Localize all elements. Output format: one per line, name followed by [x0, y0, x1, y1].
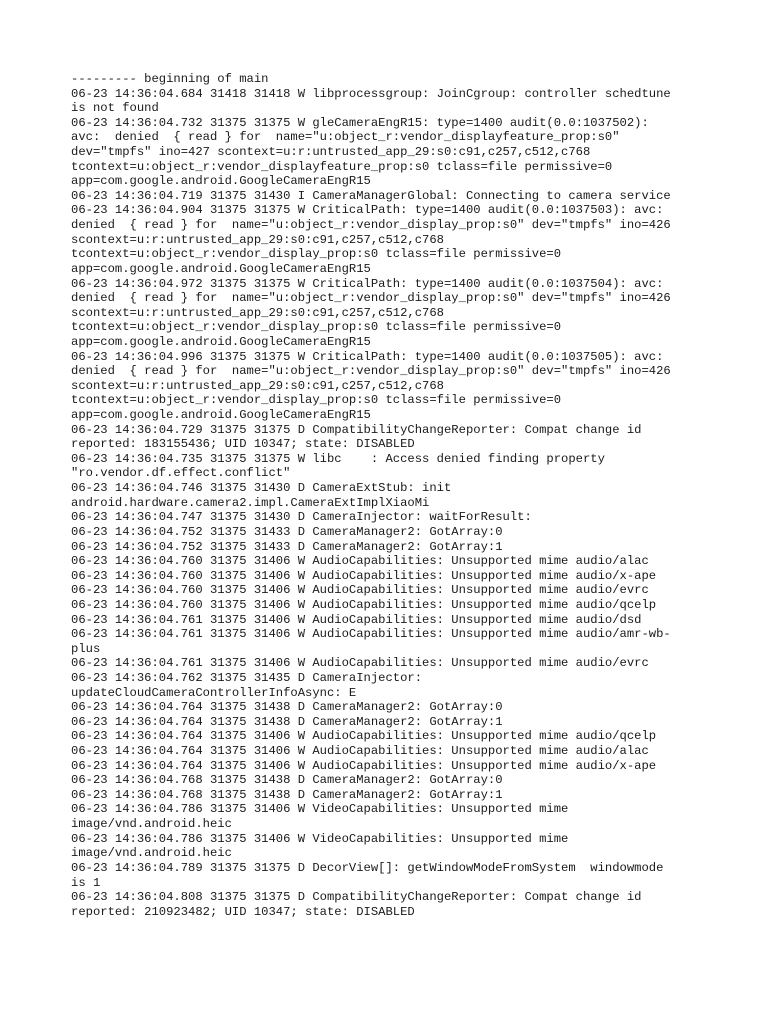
- log-line: app=com.google.android.GoogleCameraEngR15: [71, 174, 371, 189]
- log-line: scontext=u:r:untrusted_app_29:s0:c91,c257,c512,c768: [71, 378, 444, 393]
- log-line: 06-23 14:36:04.786 31375 31406 W VideoCapabilities: Unsupported mime: [71, 802, 569, 817]
- log-line: app=com.google.android.GoogleCameraEngR15: [71, 261, 371, 276]
- log-line: 06-23 14:36:04.808 31375 31375 D CompatibilityChangeReporter: Compat change id: [71, 890, 642, 905]
- log-line: 06-23 14:36:04.760 31375 31406 W AudioCapabilities: Unsupported mime audio/evrc: [71, 583, 649, 598]
- log-line: 06-23 14:36:04.684 31418 31418 W libprocessgroup: JoinCgroup: controller schedtune: [71, 86, 671, 101]
- log-line: tcontext=u:object_r:vendor_display_prop:s0 tclass=file permissive=0: [71, 247, 562, 262]
- log-line: updateCloudCameraControllerInfoAsync: E: [71, 685, 357, 700]
- log-line: 06-23 14:36:04.761 31375 31406 W AudioCapabilities: Unsupported mime audio/dsd: [71, 612, 642, 627]
- log-line: app=com.google.android.GoogleCameraEngR15: [71, 408, 371, 423]
- log-line: 06-23 14:36:04.972 31375 31375 W CriticalPath: type=1400 audit(0.0:1037504): avc:: [71, 276, 664, 291]
- log-line: 06-23 14:36:04.760 31375 31406 W AudioCapabilities: Unsupported mime audio/qcelp: [71, 597, 657, 612]
- log-line: "ro.vendor.df.effect.conflict": [71, 466, 291, 481]
- log-line: plus: [71, 641, 101, 656]
- log-line: denied { read } for name="u:object_r:vendor_display_prop:s0" dev="tmpfs" ino=426: [71, 218, 671, 233]
- log-line: android.hardware.camera2.impl.CameraExtImplXiaoMi: [71, 495, 430, 510]
- log-line: 06-23 14:36:04.761 31375 31406 W AudioCapabilities: Unsupported mime audio/evrc: [71, 656, 649, 671]
- log-line: --------- beginning of main: [71, 72, 269, 86]
- log-line: reported: 183155436; UID 10347; state: DISABLED: [71, 437, 415, 452]
- log-line: 06-23 14:36:04.904 31375 31375 W CriticalPath: type=1400 audit(0.0:1037503): avc:: [71, 203, 664, 218]
- log-line: 06-23 14:36:04.789 31375 31375 D DecorView[]: getWindowModeFromSystem windowmode: [71, 860, 664, 875]
- log-line: is not found: [71, 101, 159, 116]
- log-line: scontext=u:r:untrusted_app_29:s0:c91,c257,c512,c768: [71, 232, 444, 247]
- log-text-block: [71, 72, 701, 919]
- log-line: 06-23 14:36:04.764 31375 31438 D CameraManager2: GotArray:0: [71, 700, 503, 715]
- log-line: 06-23 14:36:04.719 31375 31430 I CameraManagerGlobal: Connecting to camera service: [71, 188, 671, 203]
- log-line: 06-23 14:36:04.760 31375 31406 W AudioCapabilities: Unsupported mime audio/x-ape: [71, 568, 657, 583]
- log-line: tcontext=u:object_r:vendor_display_prop:s0 tclass=file permissive=0: [71, 320, 562, 335]
- log-line: 06-23 14:36:04.764 31375 31406 W AudioCapabilities: Unsupported mime audio/x-ape: [71, 758, 657, 773]
- log-line: is 1: [71, 875, 101, 890]
- log-line: denied { read } for name="u:object_r:vendor_display_prop:s0" dev="tmpfs" ino=426: [71, 364, 671, 379]
- log-line: dev="tmpfs" ino=427 scontext=u:r:untrusted_app_29:s0:c91,c257,c512,c768: [71, 145, 591, 160]
- log-line: 06-23 14:36:04.729 31375 31375 D CompatibilityChangeReporter: Compat change id: [71, 422, 642, 437]
- log-line: scontext=u:r:untrusted_app_29:s0:c91,c257,c512,c768: [71, 305, 444, 320]
- log-line: 06-23 14:36:04.761 31375 31406 W AudioCapabilities: Unsupported mime audio/amr-wb-: [71, 627, 671, 642]
- log-line: 06-23 14:36:04.764 31375 31406 W AudioCapabilities: Unsupported mime audio/alac: [71, 744, 649, 759]
- log-line: image/vnd.android.heic: [71, 846, 232, 861]
- log-line: 06-23 14:36:04.747 31375 31430 D CameraInjector: waitForResult:: [71, 510, 532, 525]
- log-line: tcontext=u:object_r:vendor_display_prop:s0 tclass=file permissive=0: [71, 393, 562, 408]
- log-line: 06-23 14:36:04.760 31375 31406 W AudioCapabilities: Unsupported mime audio/alac: [71, 554, 649, 569]
- log-line: 06-23 14:36:04.764 31375 31438 D CameraManager2: GotArray:1: [71, 714, 503, 729]
- log-line: tcontext=u:object_r:vendor_displayfeature_prop:s0 tclass=file permissive=0: [71, 159, 613, 174]
- log-line: 06-23 14:36:04.762 31375 31435 D CameraInjector:: [71, 670, 423, 685]
- log-line: denied { read } for name="u:object_r:vendor_display_prop:s0" dev="tmpfs" ino=426: [71, 291, 671, 306]
- log-line: image/vnd.android.heic: [71, 817, 232, 832]
- log-line: 06-23 14:36:04.764 31375 31406 W AudioCapabilities: Unsupported mime audio/qcelp: [71, 729, 657, 744]
- log-line: 06-23 14:36:04.746 31375 31430 D CameraExtStub: init: [71, 481, 452, 496]
- log-line: 06-23 14:36:04.752 31375 31433 D CameraManager2: GotArray:0: [71, 524, 503, 539]
- log-line: 06-23 14:36:04.732 31375 31375 W gleCameraEngR15: type=1400 audit(0.0:1037502):: [71, 115, 649, 130]
- log-line: avc: denied { read } for name="u:object_r:vendor_displayfeature_prop:s0": [71, 130, 620, 145]
- log-line: reported: 210923482; UID 10347; state: DISABLED: [71, 904, 415, 919]
- log-line: 06-23 14:36:04.768 31375 31438 D CameraManager2: GotArray:0: [71, 773, 503, 788]
- log-line: 06-23 14:36:04.786 31375 31406 W VideoCapabilities: Unsupported mime: [71, 831, 569, 846]
- log-line: 06-23 14:36:04.768 31375 31438 D CameraManager2: GotArray:1: [71, 787, 503, 802]
- log-line: 06-23 14:36:04.996 31375 31375 W CriticalPath: type=1400 audit(0.0:1037505): avc:: [71, 349, 664, 364]
- log-line: 06-23 14:36:04.735 31375 31375 W libc : Access denied finding property: [71, 451, 605, 466]
- log-line: app=com.google.android.GoogleCameraEngR15: [71, 334, 371, 349]
- log-line: 06-23 14:36:04.752 31375 31433 D CameraManager2: GotArray:1: [71, 539, 503, 554]
